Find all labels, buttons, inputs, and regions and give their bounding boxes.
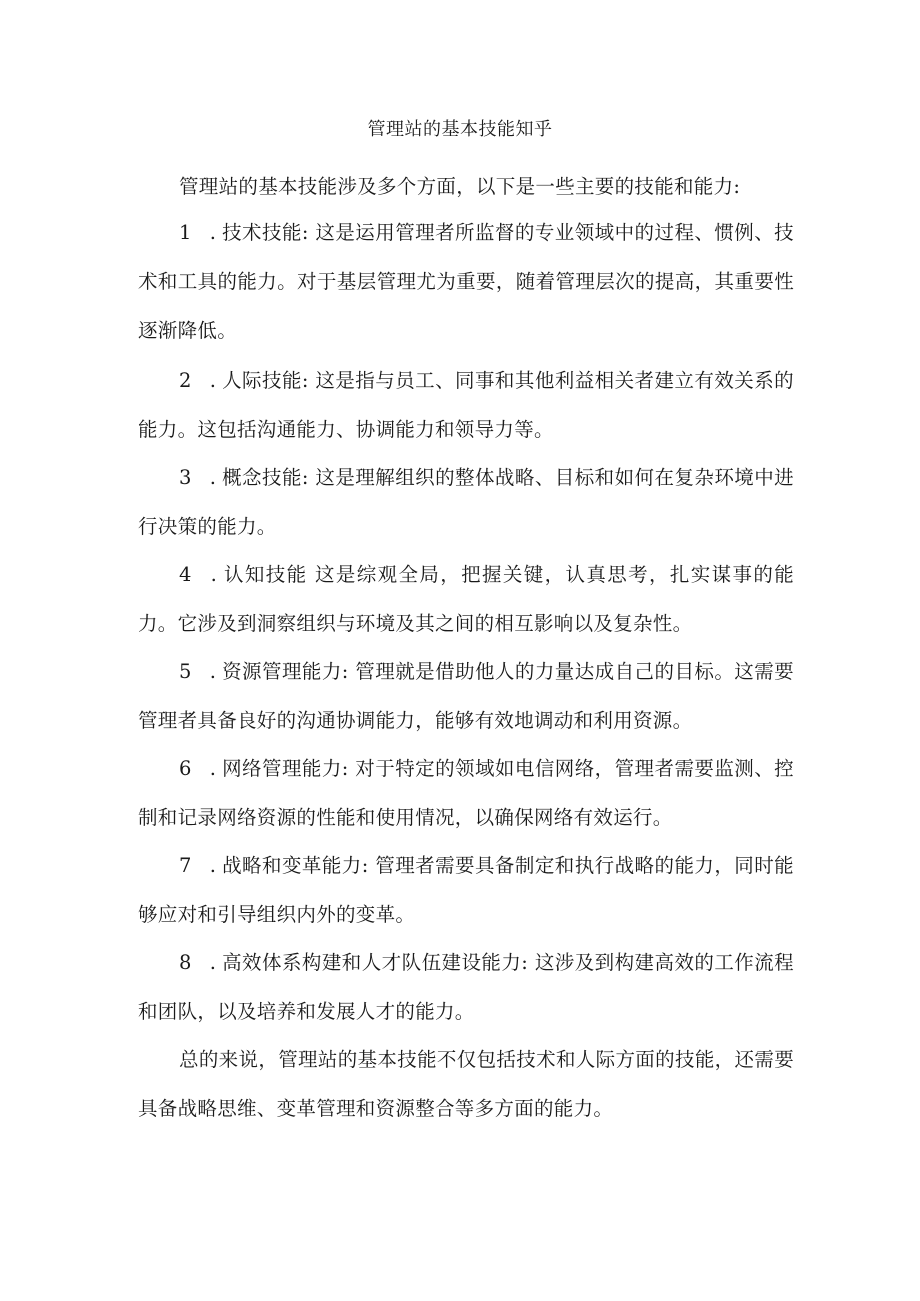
item-number: 3 .: [179, 466, 222, 489]
item-text: 技术技能: 这是运用管理者所监督的专业领域中的过程、惯例、技术和工具的能力。对于基层管理尤为重要，随着管理层次的提高，其重要性逐渐降低。: [138, 221, 794, 342]
list-item: [138, 550, 794, 648]
item-text: 认知技能 这是综观全局，把握关键，认真思考，扎实谋事的能力。它涉及到洞察组织与环境及其之间的相互影响以及复杂性。: [138, 563, 794, 635]
item-number: 6 .: [179, 757, 222, 780]
list-item: [138, 208, 794, 355]
item-text: 战略和变革能力: 管理者需要具备制定和执行战略的能力，同时能够应对和引导组织内外的变革。: [138, 854, 794, 926]
item-number: 5 .: [179, 660, 222, 683]
item-number: 1 .: [179, 221, 222, 244]
list-item: [138, 647, 794, 745]
item-text: 高效体系构建和人才队伍建设能力: 这涉及到构建高效的工作流程和团队，以及培养和发展人才的能力。: [138, 951, 794, 1023]
intro-paragraph: 管理站的基本技能涉及多个方面，以下是一些主要的技能和能力:: [179, 175, 741, 198]
item-text: 概念技能: 这是理解组织的整体战略、目标和如何在复杂环境中进行决策的能力。: [138, 466, 794, 538]
item-number: 4 .: [179, 563, 223, 586]
item-number: 7 .: [179, 854, 222, 877]
list-item: [138, 841, 794, 939]
list-item: [138, 744, 794, 842]
item-text: 网络管理能力: 对于特定的领域如电信网络，管理者需要监测、控制和记录网络资源的性能和使用情况，以确保网络有效运行。: [138, 757, 794, 829]
list-item: [138, 938, 794, 1036]
item-text: 资源管理能力: 管理就是借助他人的力量达成自己的目标。这需要管理者具备良好的沟通协调能力，能够有效地调动和利用资源。: [138, 660, 794, 732]
item-number: 8 .: [179, 951, 222, 974]
item-text: 人际技能: 这是指与员工、同事和其他利益相关者建立有效关系的能力。这包括沟通能力、协调能力和领导力等。: [138, 369, 794, 441]
document-title: 管理站的基本技能知乎: [367, 119, 553, 140]
conclusion-paragraph: 总的来说，管理站的基本技能不仅包括技术和人际方面的技能，还需要具备战略思维、变革管理和资源整合等多方面的能力。: [138, 1048, 794, 1120]
list-item: [138, 453, 794, 551]
item-number: 2 .: [179, 369, 222, 392]
list-item: [138, 356, 794, 454]
